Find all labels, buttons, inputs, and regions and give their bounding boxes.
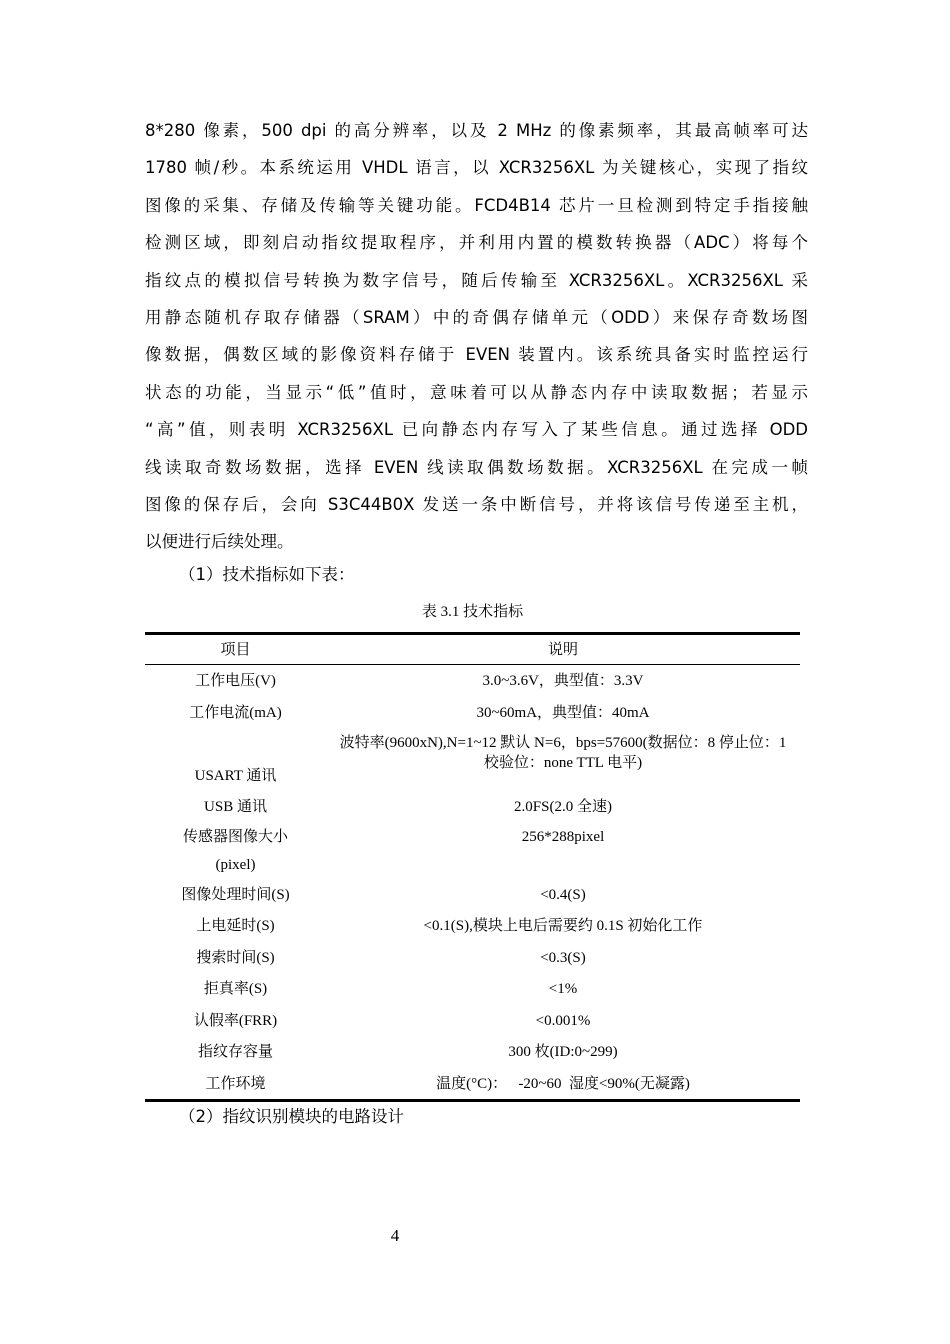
row-value: <0.001% — [535, 1012, 591, 1029]
row-label: 指纹存容量 — [197, 1044, 273, 1061]
text-line: 以便进行后续处理。 — [145, 532, 294, 552]
row-label: USB 通讯 — [204, 799, 267, 816]
row-label: 搜索时间(S) — [196, 949, 275, 966]
table-row — [145, 792, 800, 824]
table-row — [145, 1068, 800, 1100]
row-label: 图像处理时间(S) — [181, 886, 290, 903]
list-item-1: （1）技术指标如下表： — [179, 565, 355, 584]
body-paragraph — [145, 112, 808, 561]
table-row — [145, 942, 800, 974]
row-label: 工作电压(V) — [195, 673, 276, 690]
table-header-row — [145, 634, 800, 666]
row-label: 传感器图像大小 (pixel) — [182, 829, 288, 873]
row-value: 300 枚(ID:0~299) — [508, 1044, 618, 1061]
text-line: 检测区域，即刻启动指纹提取程序，并利用内置的模数转换器（ADC）将每个 — [145, 233, 808, 253]
row-value: 3.0~3.6V，典型值：3.3V — [482, 673, 644, 690]
table-row — [145, 1005, 800, 1037]
text-line: 图像的采集、存储及传输等关键功能。FCD4B14 芯片一旦检测到特定手指接触 — [145, 195, 808, 215]
row-label: 工作环境 — [205, 1075, 266, 1092]
table-row — [145, 823, 800, 879]
text-line: “高”值，则表明 XCR3256XL 已向静态内存写入了某些信息。通过选择 ODD — [145, 420, 808, 440]
row-value: <0.3(S) — [540, 949, 586, 966]
row-value: <0.1(S),模块上电后需要约 0.1S 初始化工作 — [423, 918, 703, 935]
table-row — [145, 879, 800, 911]
row-value: 2.0FS(2.0 全速) — [514, 799, 612, 816]
row-value: 30~60mA，典型值：40mA — [476, 704, 650, 721]
text-line: 状态的功能，当显示“低”值时，意味着可以从静态内存中读取数据；若显示 — [145, 382, 808, 402]
row-value: <1% — [548, 981, 578, 998]
row-value: 波特率(9600xN),N=1~12 默认 N=6，bps=57600(数据位：8 停止位：1 校验位：none TTL 电平) — [339, 734, 787, 771]
text-line: 8*280 像素，500 dpi 的高分辨率，以及 2 MHz 的像素频率，其最高帧率可达 — [145, 121, 808, 140]
spec-table — [145, 634, 800, 1100]
header-cell-desc: 说明 — [547, 641, 578, 658]
row-label: 工作电流(mA) — [189, 704, 282, 721]
row-value: <0.4(S) — [540, 886, 586, 903]
table-caption: 表 3.1 技术指标 — [421, 604, 524, 620]
text-line: 线读取奇数场数据，选择 EVEN 线读取偶数场数据。XCR3256XL 在完成一帧 — [145, 457, 808, 477]
table-row — [145, 697, 800, 729]
page-number: 4 — [390, 1226, 400, 1245]
list-item-2: （2）指纹识别模块的电路设计 — [179, 1107, 404, 1126]
table-row — [145, 911, 800, 943]
text-line: 1780 帧/秒。本系统运用 VHDL 语言，以 XCR3256XL 为关键核心，实现了指纹 — [145, 158, 808, 178]
text-line: 像数据，偶数区域的影像资料存储于 EVEN 装置内。该系统具备实时监控运行 — [145, 345, 808, 365]
row-value: 温度(°C)： -20~60 湿度<90%(无凝露) — [436, 1075, 690, 1092]
row-label: USART 通讯 — [194, 767, 277, 784]
header-cell-item: 项目 — [220, 641, 251, 658]
row-label: 拒真率(S) — [203, 981, 268, 998]
table-row — [145, 974, 800, 1006]
text-line: 用静态随机存取存储器（SRAM）中的奇偶存储单元（ODD）来保存奇数场图 — [145, 307, 808, 327]
row-value: 256*288pixel — [521, 829, 605, 845]
text-line: 指纹点的模拟信号转换为数字信号，随后传输至 XCR3256XL。XCR3256XL 采 — [145, 270, 808, 290]
table-row — [145, 729, 800, 792]
row-label: 上电延时(S) — [196, 918, 275, 935]
table-row — [145, 1037, 800, 1069]
row-label: 认假率(FRR) — [193, 1012, 278, 1029]
text-line: 图像的保存后，会向 S3C44B0X 发送一条中断信号，并将该信号传递至主机， — [145, 494, 808, 514]
table-row — [145, 666, 800, 698]
